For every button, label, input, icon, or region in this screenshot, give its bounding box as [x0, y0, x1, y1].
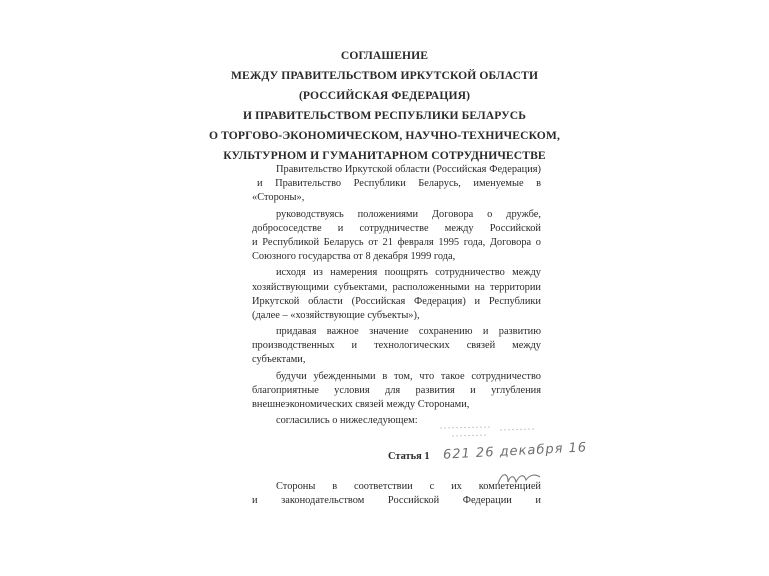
handwritten-registration-note: 621 26 декабря 16: [442, 440, 588, 463]
body-line: (далее – «хозяйствующие субъекты»),: [252, 309, 420, 321]
body-line: исходя из намерения поощрять сотрудничество между: [276, 267, 541, 279]
preamble: [252, 163, 541, 428]
body-line: руководствуясь положениями Договора о дружбе,: [276, 208, 541, 220]
body-line: и Республикой Беларусь от 21 февраля 1995 года, Договора о: [252, 236, 541, 248]
article-1-text: [252, 480, 541, 508]
title-line: МЕЖДУ ПРАВИТЕЛЬСТВОМ ИРКУТСКОЙ ОБЛАСТИ: [230, 69, 539, 82]
body-line: согласились о нижеследующем:: [276, 415, 418, 427]
body-line: субъектами,: [252, 354, 306, 366]
article-heading: Статья 1: [388, 451, 430, 462]
body-line: будучи убежденными в том, что такое сотрудничество: [276, 370, 541, 382]
title-line: СОГЛАШЕНИЕ: [340, 49, 429, 62]
body-line: и Правительство Республики Беларусь, именуемые в: [257, 178, 541, 190]
title-line: О ТОРГОВО-ЭКОНОМИЧЕСКОМ, НАУЧНО-ТЕХНИЧЕСКОМ,: [209, 129, 560, 142]
body-line: благоприятные условия для развития и углубления: [252, 384, 541, 396]
body-line: хозяйствующими субъектами, расположенными на территории: [252, 281, 541, 293]
body-line: Правительство Иркутской области (Российская Федерация): [276, 164, 541, 175]
body-line: Иркутской области (Российская Федерация) и Республики: [252, 295, 541, 307]
body-line: и законодательством Российской Федерации и: [252, 495, 541, 507]
document-title: [0, 46, 769, 166]
body-line: Союзного государства от 8 декабря 1999 года,: [252, 251, 456, 263]
title-line: И ПРАВИТЕЛЬСТВОМ РЕСПУБЛИКИ БЕЛАРУСЬ: [243, 109, 526, 122]
body-line: внешнеэкономических связей между Сторонами,: [252, 399, 470, 410]
body-line: производственных и технологических связей между: [252, 340, 541, 352]
body-line: добрососедстве и сотрудничестве между Российской: [252, 222, 541, 234]
title-line: (РОССИЙСКАЯ ФЕДЕРАЦИЯ): [298, 89, 471, 102]
body-line: придавая важное значение сохранению и развитию: [276, 326, 541, 338]
body-line: «Стороны»,: [252, 192, 305, 204]
body-line: Стороны в соответствии с их компетенцией: [276, 481, 541, 492]
title-line: КУЛЬТУРНОМ И ГУМАНИТАРНОМ СОТРУДНИЧЕСТВЕ: [223, 149, 546, 162]
